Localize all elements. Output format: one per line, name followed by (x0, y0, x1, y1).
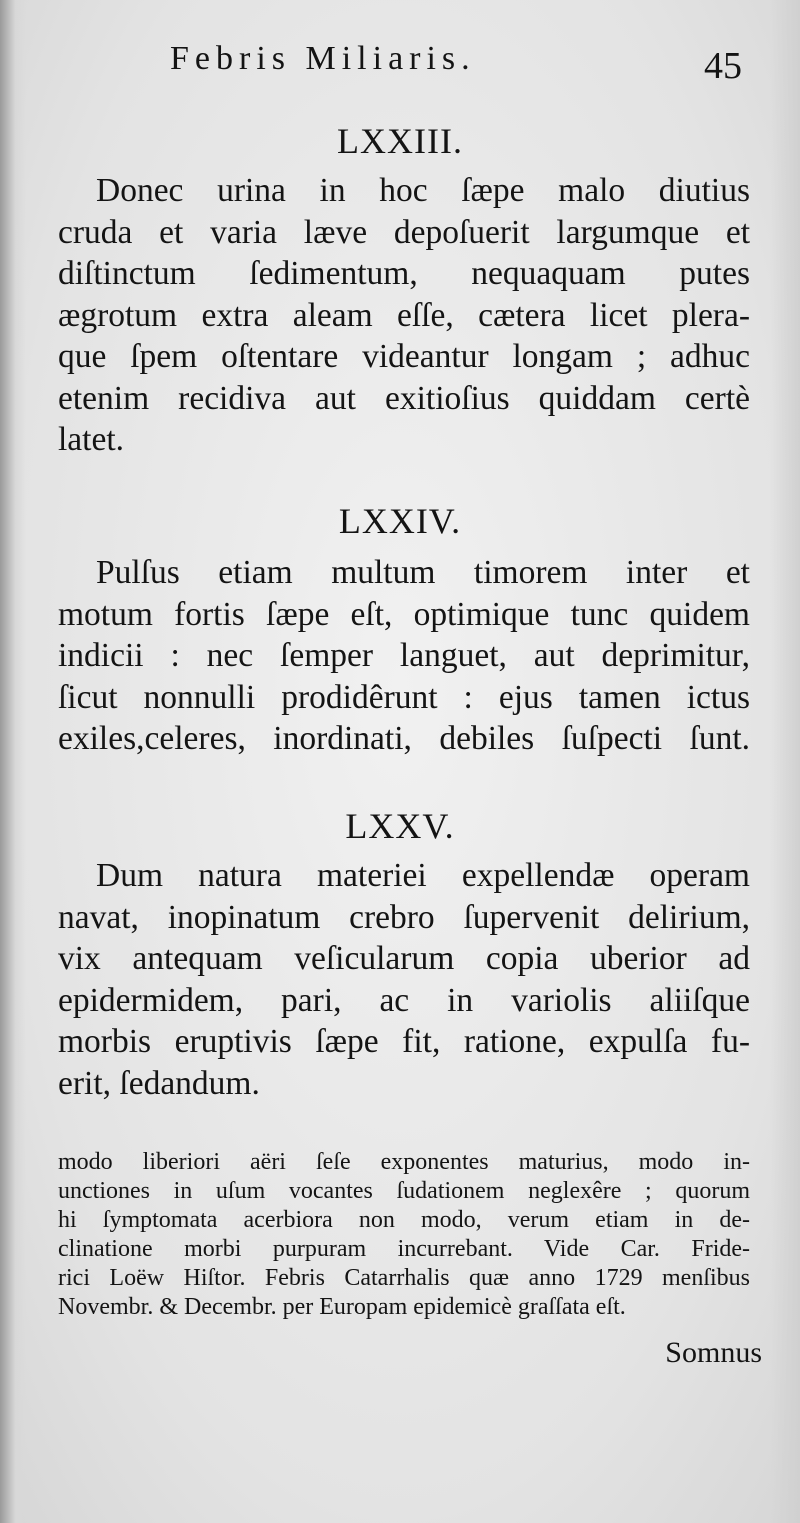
text-line: navat, inopinatum crebro ſupervenit delirium, (58, 898, 750, 936)
footnote-line: clinatione morbi purpuram incurrebant. Vide Car. Fride- (58, 1236, 750, 1262)
text-line: erit, ſedandum. (58, 1064, 260, 1102)
text-line: diſtinctum ſedimentum, nequaquam putes (58, 255, 750, 292)
text-line: latet. (58, 421, 125, 458)
catchword: Somnus (665, 1336, 762, 1369)
footnote-line: hi ſymptomata acerbiora non modo, verum etiam in de- (58, 1207, 750, 1233)
page-number: 45 (704, 45, 742, 87)
footnote-line: Novembr. & Decembr. per Europam epidemicè graſſata eſt. (58, 1294, 626, 1320)
text-line: Pulſus etiam multum timorem inter et (96, 554, 750, 591)
text-line: cruda et varia læve depoſuerit largumque et (58, 213, 750, 251)
footnote-line: unctiones in uſum vocantes ſudationem neglexêre ; quorum (58, 1178, 750, 1204)
running-head (170, 40, 760, 90)
paragraph-lxxiv (58, 552, 750, 760)
running-title: Febris Miliaris. (170, 40, 476, 77)
text-line: motum fortis ſæpe eſt, optimique tunc quidem (58, 595, 750, 633)
section-heading-lxxiii: LXXIII. (337, 121, 463, 161)
text-line: exiles,celeres, inordinati, debiles ſuſpecti ſunt. (58, 720, 750, 757)
footnote-line: rici Loëw Hiſtor. Febris Catarrhalis quæ anno 1729 menſibus (58, 1265, 750, 1291)
text-line: que ſpem oſtentare videantur longam ; adhuc (58, 338, 750, 375)
text-line: ſicut nonnulli prodidêrunt : ejus tamen ictus (58, 678, 750, 716)
section-heading-lxxiv: LXXIV. (338, 501, 462, 541)
footnote-line: modo liberiori aëri ſeſe exponentes maturius, modo in- (58, 1149, 750, 1175)
paragraph-lxxv (58, 855, 750, 1104)
paragraph-lxxiii (58, 170, 750, 461)
text-line: etenim recidiva aut exitioſius quiddam certè (58, 379, 750, 417)
text-line: Dum natura materiei expellendæ operam (96, 857, 750, 894)
text-line: vix antequam veſicularum copia uberior ad (58, 940, 750, 977)
text-line: morbis eruptivis ſæpe fit, ratione, expulſa fu- (58, 1023, 750, 1060)
text-line: ægrotum extra aleam eſſe, cætera licet plera- (58, 296, 750, 334)
binding-shadow (0, 0, 26, 1523)
text-line: epidermidem, pari, ac in variolis aliiſque (58, 981, 750, 1019)
section-heading-lxxv: LXXV. (345, 806, 455, 846)
text-line: Donec urina in hoc ſæpe malo diutius (96, 172, 750, 209)
footnote (58, 1148, 750, 1322)
text-line: indicii : nec ſemper languet, aut deprimitur, (58, 637, 750, 674)
edge-shadow (770, 0, 800, 1523)
